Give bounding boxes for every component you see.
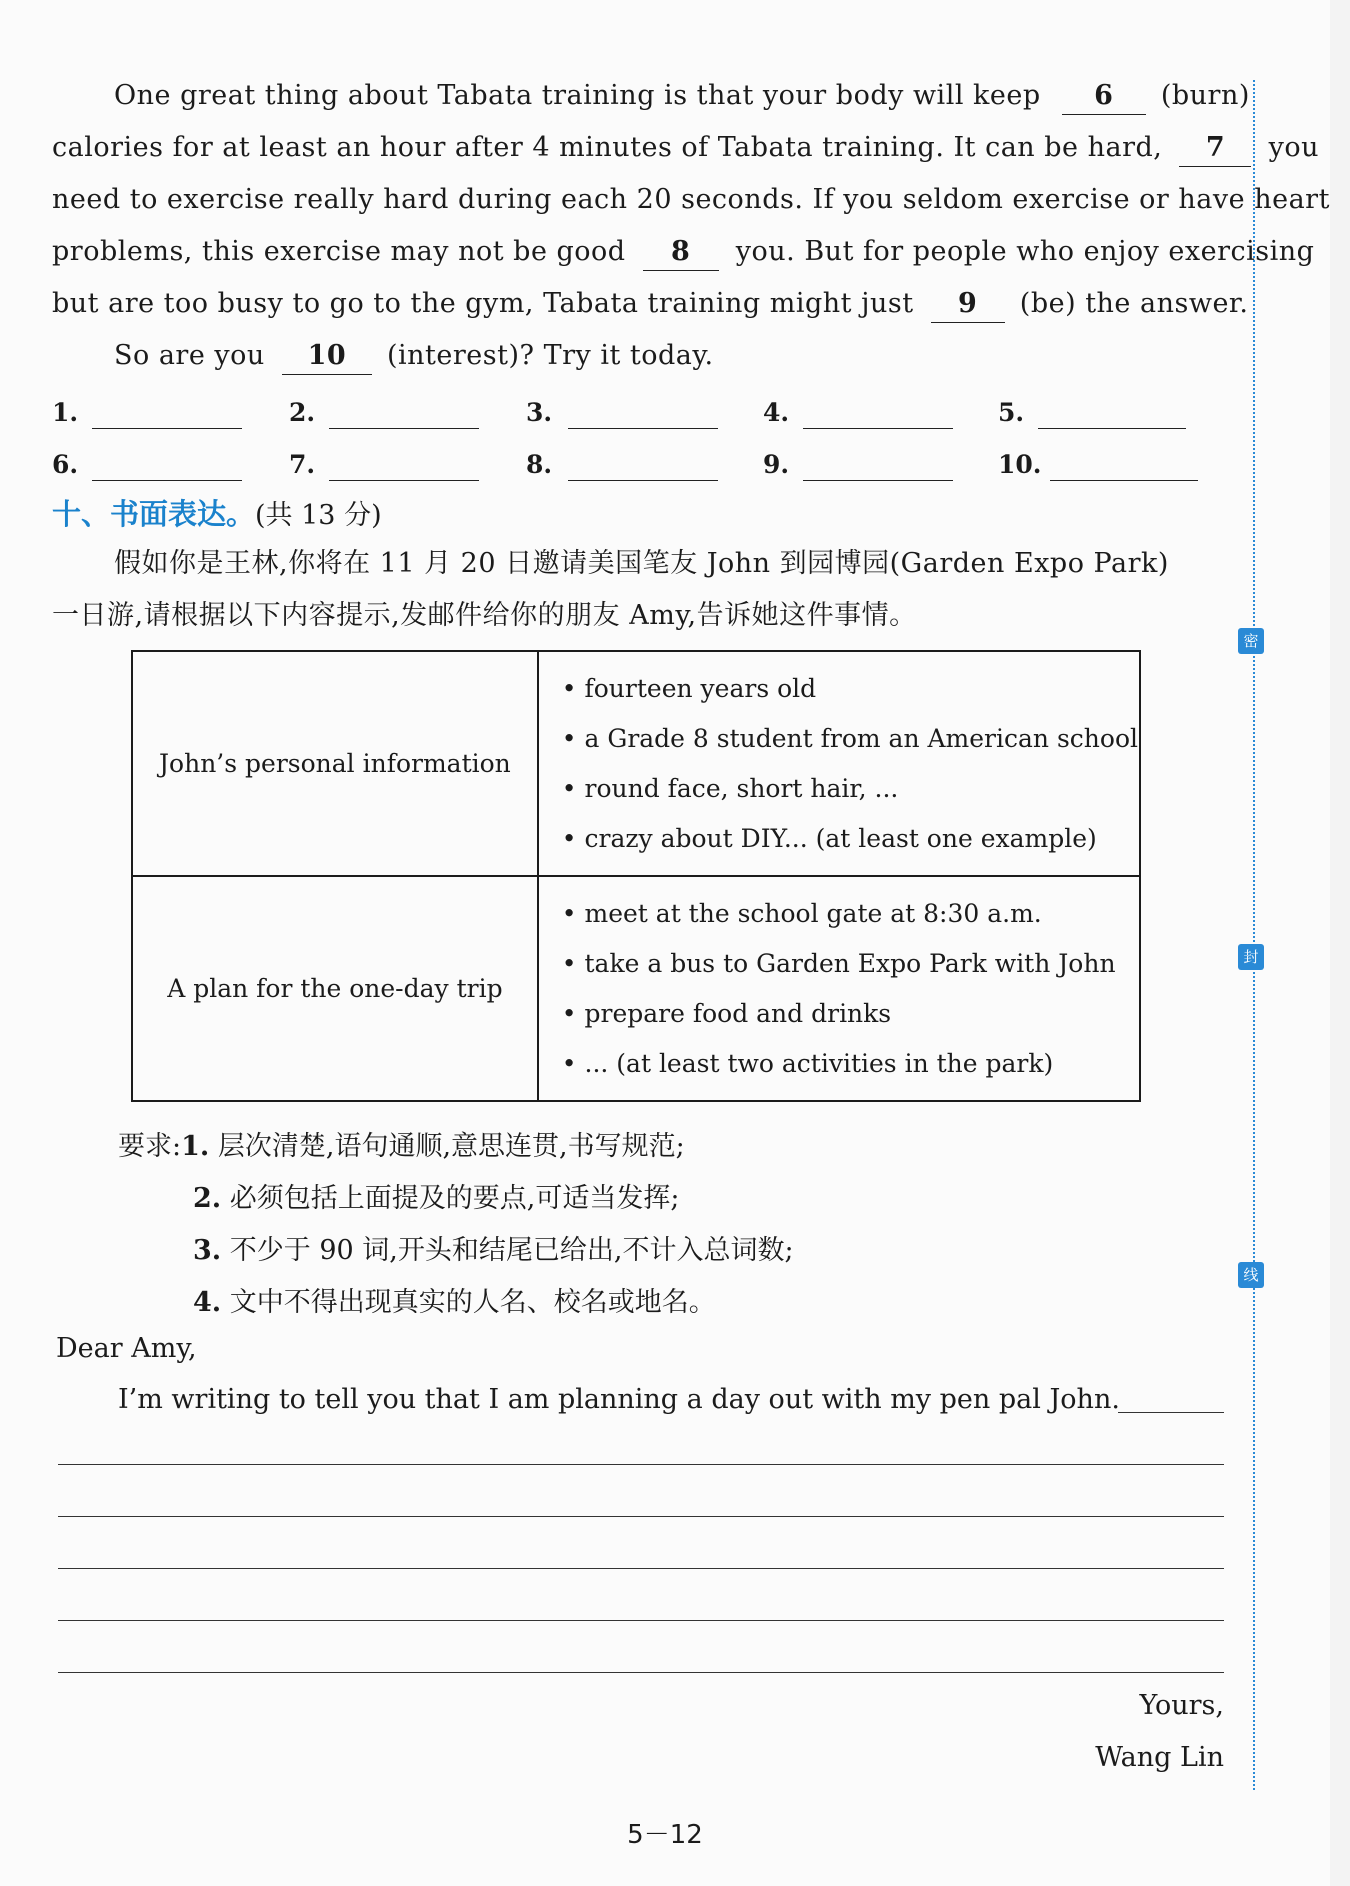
answer-row-2: 6. 7. 8. 9. 10. xyxy=(52,440,1220,492)
section-points: (共 13 分) xyxy=(255,500,382,531)
requirement-1 xyxy=(118,1124,685,1163)
passage-text: One great thing about Tabata training is that your body will keep xyxy=(114,80,1041,111)
requirement-text: 文中不得出现真实的人名、校名或地名。 xyxy=(229,1287,716,1318)
passage-line-3 xyxy=(52,174,1330,226)
requirement-text: 层次清楚,语句通顺,意思连贯,书写规范; xyxy=(217,1131,685,1162)
table-row xyxy=(132,876,1140,1101)
passage-line-6 xyxy=(52,330,1220,382)
passage-text: (burn) xyxy=(1160,80,1250,111)
passage-line-1 xyxy=(52,70,1250,122)
blank-6: 6 xyxy=(1062,78,1146,115)
prompt-table xyxy=(131,650,1141,1102)
passage-text: (be) the answer. xyxy=(1019,288,1249,319)
list-item: • take a bus to Garden Expo Park with John xyxy=(562,939,1138,989)
letter-closing: Yours, xyxy=(1139,1690,1224,1721)
writing-line[interactable] xyxy=(58,1516,1224,1517)
list-item: • crazy about DIY... (at least one example) xyxy=(562,814,1138,864)
writing-line[interactable] xyxy=(58,1568,1224,1569)
table-row xyxy=(132,651,1140,876)
list-item: • fourteen years old xyxy=(562,664,1138,714)
table-label: John’s personal information xyxy=(132,651,538,876)
requirement-3 xyxy=(193,1228,794,1267)
blank-7: 7 xyxy=(1179,130,1251,167)
binding-line xyxy=(1253,80,1255,1790)
section-intro-2 xyxy=(52,590,1220,642)
requirement-4 xyxy=(193,1280,716,1319)
writing-line[interactable] xyxy=(1118,1412,1224,1413)
passage-text: problems, this exercise may not be good xyxy=(52,236,626,267)
seal-tab-feng: 封 xyxy=(1238,944,1264,970)
requirement-number: 1. xyxy=(181,1131,210,1162)
requirement-text: 不少于 90 词,开头和结尾已给出,不计入总词数; xyxy=(229,1235,794,1266)
list-item: • meet at the school gate at 8:30 a.m. xyxy=(562,889,1138,939)
list-item: • ... (at least two activities in the park) xyxy=(562,1039,1138,1089)
passage-line-5 xyxy=(52,278,1249,330)
seal-tab-xian: 线 xyxy=(1238,1262,1264,1288)
blank-9: 9 xyxy=(931,286,1005,323)
list-item: • round face, short hair, ... xyxy=(562,764,1138,814)
passage-text: So are you xyxy=(114,340,265,371)
letter-opening: I’m writing to tell you that I am planning a day out with my pen pal John. xyxy=(118,1384,1120,1415)
requirement-number: 4. xyxy=(193,1287,222,1318)
section-intro-1 xyxy=(52,538,1220,590)
list-item: • a Grade 8 student from an American school xyxy=(562,714,1138,764)
blank-8: 8 xyxy=(643,234,719,271)
intro-text: 假如你是王林,你将在 11 月 20 日邀请美国笔友 John 到园博园(Garden Expo Park) xyxy=(114,548,1169,579)
blank-10: 10 xyxy=(282,338,372,375)
list-item: • prepare food and drinks xyxy=(562,989,1138,1039)
passage-text: you. But for people who enjoy exercising xyxy=(735,236,1315,267)
passage-text: calories for at least an hour after 4 minutes of Tabata training. It can be hard, xyxy=(52,132,1163,163)
section-title xyxy=(52,492,382,533)
requirement-2 xyxy=(193,1176,679,1215)
table-label: A plan for the one-day trip xyxy=(132,876,538,1101)
section-heading: 十、书面表达。 xyxy=(52,497,256,531)
passage-line-4 xyxy=(52,226,1315,278)
requirement-number: 2. xyxy=(193,1183,222,1214)
answer-blanks xyxy=(52,388,1220,492)
requirement-number: 3. xyxy=(193,1235,222,1266)
answer-row-1: 1. 2. 3. 4. 5. xyxy=(52,388,1220,440)
passage-text: but are too busy to go to the gym, Tabata training might just xyxy=(52,288,914,319)
passage-line-2 xyxy=(52,122,1319,174)
passage-text: (interest)? Try it today. xyxy=(387,340,714,371)
table-cell xyxy=(538,651,1140,876)
requirement-prefix: 要求: xyxy=(118,1131,182,1162)
letter-greeting: Dear Amy, xyxy=(56,1333,197,1364)
writing-line[interactable] xyxy=(58,1672,1224,1673)
bullet-list xyxy=(540,889,1138,1089)
passage-text: need to exercise really hard during each 20 seconds. If you seldom exercise or have heart xyxy=(52,184,1330,215)
requirement-text: 必须包括上面提及的要点,可适当发挥; xyxy=(229,1183,680,1214)
writing-line[interactable] xyxy=(58,1464,1224,1465)
passage-text: you xyxy=(1268,132,1319,163)
writing-line[interactable] xyxy=(58,1620,1224,1621)
letter-signature: Wang Lin xyxy=(1095,1742,1224,1773)
table-cell xyxy=(538,876,1140,1101)
bullet-list xyxy=(540,664,1138,864)
page-number: 5－12 xyxy=(627,1820,703,1850)
seal-tab-mi: 密 xyxy=(1238,628,1264,654)
intro-text: 一日游,请根据以下内容提示,发邮件给你的朋友 Amy,告诉她这件事情。 xyxy=(52,600,917,631)
